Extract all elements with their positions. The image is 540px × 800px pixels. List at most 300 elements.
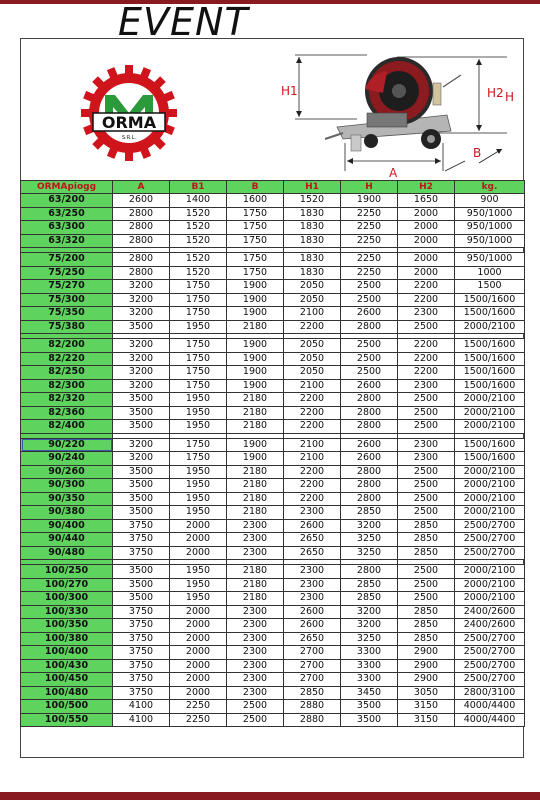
value-cell: 2900 [398, 659, 455, 673]
value-cell: 2650 [284, 546, 341, 560]
model-cell: 100/450 [21, 673, 113, 687]
value-cell: 3300 [341, 646, 398, 660]
value-cell: 2700 [284, 673, 341, 687]
value-cell: 2300 [398, 379, 455, 393]
value-cell: 3500 [113, 420, 170, 434]
value-cell: 3200 [113, 366, 170, 380]
table-row [21, 366, 525, 380]
value-cell: 1750 [170, 452, 227, 466]
value-cell: 3500 [113, 406, 170, 420]
table-row [21, 234, 525, 248]
value-cell: 3750 [113, 659, 170, 673]
value-cell: 2900 [398, 673, 455, 687]
value-cell: 2800/3100 [455, 686, 525, 700]
value-cell: 1950 [170, 393, 227, 407]
value-cell: 3500 [113, 479, 170, 493]
value-cell: 2050 [284, 352, 341, 366]
value-cell: 2200 [398, 293, 455, 307]
column-header: B [227, 181, 284, 194]
value-cell: 2500 [398, 320, 455, 334]
model-cell: 100/250 [21, 565, 113, 579]
value-cell: 1520 [170, 266, 227, 280]
table-row [21, 194, 525, 208]
value-cell: 3750 [113, 686, 170, 700]
value-cell: 3500 [113, 565, 170, 579]
value-cell: 2200 [284, 320, 341, 334]
value-cell: 2250 [341, 207, 398, 221]
table-row [21, 465, 525, 479]
value-cell: 2200 [398, 366, 455, 380]
value-cell: 2600 [341, 438, 398, 452]
table-row [21, 659, 525, 673]
model-cell: 90/400 [21, 519, 113, 533]
model-cell: 100/330 [21, 605, 113, 619]
column-header: A [113, 181, 170, 194]
value-cell: 2200 [284, 492, 341, 506]
value-cell: 3500 [113, 506, 170, 520]
table-row [21, 266, 525, 280]
column-header: ORMApiogg [21, 181, 113, 194]
value-cell: 1750 [170, 293, 227, 307]
value-cell: 2700 [284, 646, 341, 660]
value-cell: 2000/2100 [455, 565, 525, 579]
value-cell: 2800 [113, 234, 170, 248]
value-cell: 2300 [398, 452, 455, 466]
value-cell: 2500 [398, 406, 455, 420]
value-cell: 2500 [341, 339, 398, 353]
column-header: H [341, 181, 398, 194]
value-cell: 2300 [227, 632, 284, 646]
value-cell: 3200 [113, 307, 170, 321]
value-cell: 3050 [398, 686, 455, 700]
value-cell: 1950 [170, 578, 227, 592]
value-cell: 3150 [398, 713, 455, 727]
table-row [21, 221, 525, 235]
value-cell: 1830 [284, 253, 341, 267]
value-cell: 2500 [398, 420, 455, 434]
value-cell: 3500 [113, 465, 170, 479]
model-cell: 82/250 [21, 366, 113, 380]
table-row [21, 578, 525, 592]
value-cell: 2500/2700 [455, 632, 525, 646]
value-cell: 2300 [284, 506, 341, 520]
value-cell: 2500 [341, 352, 398, 366]
value-cell: 900 [455, 194, 525, 208]
value-cell: 2500 [341, 293, 398, 307]
value-cell: 2000 [398, 221, 455, 235]
value-cell: 2850 [341, 578, 398, 592]
value-cell: 3500 [113, 320, 170, 334]
value-cell: 1750 [170, 379, 227, 393]
value-cell: 1750 [170, 307, 227, 321]
value-cell: 2000 [398, 253, 455, 267]
value-cell: 2500/2700 [455, 546, 525, 560]
value-cell: 3750 [113, 605, 170, 619]
value-cell: 4000/4400 [455, 700, 525, 714]
table-row [21, 673, 525, 687]
value-cell: 2500 [341, 366, 398, 380]
table-row [21, 492, 525, 506]
value-cell: 3300 [341, 659, 398, 673]
value-cell: 2300 [227, 533, 284, 547]
value-cell: 1900 [227, 293, 284, 307]
table-row [21, 479, 525, 493]
value-cell: 3250 [341, 546, 398, 560]
label-h: H [505, 90, 515, 104]
label-h2: H2 [487, 86, 504, 100]
value-cell: 3200 [113, 293, 170, 307]
value-cell: 2500 [227, 713, 284, 727]
model-cell: 90/260 [21, 465, 113, 479]
model-cell: 75/380 [21, 320, 113, 334]
value-cell: 2180 [227, 420, 284, 434]
model-cell: 90/220 [21, 438, 113, 452]
value-cell: 1520 [170, 221, 227, 235]
value-cell: 2250 [170, 713, 227, 727]
model-cell: 100/350 [21, 619, 113, 633]
value-cell: 2400/2600 [455, 605, 525, 619]
value-cell: 2400/2600 [455, 619, 525, 633]
value-cell: 2850 [398, 546, 455, 560]
value-cell: 2200 [398, 339, 455, 353]
label-h1: H1 [281, 84, 298, 98]
value-cell: 2000/2100 [455, 420, 525, 434]
value-cell: 2850 [284, 686, 341, 700]
value-cell: 2500 [398, 465, 455, 479]
value-cell: 1830 [284, 207, 341, 221]
value-cell: 3750 [113, 533, 170, 547]
value-cell: 2100 [284, 438, 341, 452]
logo-subtext: S.R.L. [121, 135, 137, 141]
value-cell: 1750 [170, 438, 227, 452]
value-cell: 2300 [284, 592, 341, 606]
value-cell: 2000/2100 [455, 406, 525, 420]
value-cell: 2500/2700 [455, 659, 525, 673]
value-cell: 2000/2100 [455, 592, 525, 606]
value-cell: 2850 [398, 619, 455, 633]
value-cell: 2300 [227, 673, 284, 687]
table-row [21, 293, 525, 307]
value-cell: 2500 [398, 578, 455, 592]
value-cell: 2200 [398, 352, 455, 366]
table-row [21, 700, 525, 714]
model-cell: 90/300 [21, 479, 113, 493]
value-cell: 2300 [227, 546, 284, 560]
table-header-row [21, 181, 525, 194]
value-cell: 2300 [227, 619, 284, 633]
label-b: B [473, 146, 482, 160]
value-cell: 2700 [284, 659, 341, 673]
value-cell: 1650 [398, 194, 455, 208]
value-cell: 3500 [113, 492, 170, 506]
value-cell: 1750 [227, 253, 284, 267]
value-cell: 2000 [170, 619, 227, 633]
value-cell: 1900 [341, 194, 398, 208]
value-cell: 2500/2700 [455, 533, 525, 547]
value-cell: 2500 [398, 393, 455, 407]
model-cell: 63/300 [21, 221, 113, 235]
value-cell: 3300 [341, 673, 398, 687]
model-cell: 100/380 [21, 632, 113, 646]
hose-reel-machine-icon [325, 57, 461, 151]
value-cell: 1900 [227, 438, 284, 452]
value-cell: 1520 [170, 234, 227, 248]
value-cell: 2800 [341, 565, 398, 579]
value-cell: 3200 [113, 352, 170, 366]
value-cell: 2180 [227, 320, 284, 334]
value-cell: 1900 [227, 339, 284, 353]
table-row [21, 452, 525, 466]
value-cell: 1900 [227, 352, 284, 366]
value-cell: 1950 [170, 492, 227, 506]
value-cell: 2800 [113, 266, 170, 280]
value-cell: 1520 [170, 253, 227, 267]
value-cell: 1400 [170, 194, 227, 208]
model-cell: 100/550 [21, 713, 113, 727]
value-cell: 2180 [227, 578, 284, 592]
value-cell: 1750 [170, 366, 227, 380]
table-row [21, 605, 525, 619]
value-cell: 1950 [170, 479, 227, 493]
value-cell: 1750 [227, 207, 284, 221]
value-cell: 2880 [284, 713, 341, 727]
table-row [21, 207, 525, 221]
value-cell: 1500 [455, 280, 525, 294]
value-cell: 2100 [284, 379, 341, 393]
top-border-bar [0, 0, 540, 4]
value-cell: 2600 [341, 379, 398, 393]
value-cell: 2200 [284, 465, 341, 479]
value-cell: 3750 [113, 673, 170, 687]
value-cell: 2500/2700 [455, 673, 525, 687]
value-cell: 3200 [113, 339, 170, 353]
model-cell: 100/270 [21, 578, 113, 592]
value-cell: 2050 [284, 339, 341, 353]
value-cell: 3500 [341, 713, 398, 727]
value-cell: 1900 [227, 366, 284, 380]
value-cell: 2000/2100 [455, 393, 525, 407]
value-cell: 2180 [227, 592, 284, 606]
value-cell: 1750 [227, 221, 284, 235]
value-cell: 2800 [341, 465, 398, 479]
model-cell: 75/200 [21, 253, 113, 267]
value-cell: 2650 [284, 632, 341, 646]
value-cell: 1750 [227, 234, 284, 248]
model-cell: 90/350 [21, 492, 113, 506]
column-header: kg. [455, 181, 525, 194]
value-cell: 2180 [227, 406, 284, 420]
value-cell: 1750 [170, 280, 227, 294]
model-cell: 75/300 [21, 293, 113, 307]
model-cell: 75/270 [21, 280, 113, 294]
value-cell: 1500/1600 [455, 438, 525, 452]
table-row [21, 280, 525, 294]
value-cell: 2200 [284, 420, 341, 434]
value-cell: 3200 [113, 379, 170, 393]
value-cell: 950/1000 [455, 234, 525, 248]
value-cell: 2800 [113, 253, 170, 267]
table-row [21, 519, 525, 533]
value-cell: 2000 [170, 659, 227, 673]
value-cell: 2000/2100 [455, 578, 525, 592]
value-cell: 2800 [341, 420, 398, 434]
value-cell: 3450 [341, 686, 398, 700]
table-row [21, 352, 525, 366]
value-cell: 2600 [341, 452, 398, 466]
value-cell: 1900 [227, 280, 284, 294]
value-cell: 2000 [170, 673, 227, 687]
value-cell: 3200 [113, 280, 170, 294]
value-cell: 950/1000 [455, 207, 525, 221]
value-cell: 2000 [170, 546, 227, 560]
value-cell: 3500 [113, 592, 170, 606]
value-cell: 2800 [341, 492, 398, 506]
table-row [21, 592, 525, 606]
value-cell: 2000/2100 [455, 479, 525, 493]
model-cell: 82/360 [21, 406, 113, 420]
table-row [21, 420, 525, 434]
model-cell: 82/320 [21, 393, 113, 407]
table-row [21, 619, 525, 633]
table-row [21, 406, 525, 420]
value-cell: 2800 [341, 479, 398, 493]
value-cell: 2000 [170, 533, 227, 547]
model-cell: 75/250 [21, 266, 113, 280]
value-cell: 2300 [284, 578, 341, 592]
model-cell: 82/200 [21, 339, 113, 353]
table-row [21, 339, 525, 353]
value-cell: 2600 [284, 605, 341, 619]
value-cell: 2250 [341, 266, 398, 280]
value-cell: 2500 [398, 506, 455, 520]
value-cell: 2300 [227, 646, 284, 660]
value-cell: 2850 [398, 533, 455, 547]
table-row [21, 379, 525, 393]
value-cell: 1900 [227, 452, 284, 466]
column-header: H2 [398, 181, 455, 194]
value-cell: 950/1000 [455, 221, 525, 235]
value-cell: 1830 [284, 266, 341, 280]
value-cell: 3500 [113, 578, 170, 592]
model-cell: 90/380 [21, 506, 113, 520]
value-cell: 1950 [170, 565, 227, 579]
value-cell: 3750 [113, 632, 170, 646]
value-cell: 2000 [170, 519, 227, 533]
value-cell: 2850 [398, 519, 455, 533]
value-cell: 2850 [341, 592, 398, 606]
value-cell: 2180 [227, 393, 284, 407]
value-cell: 1830 [284, 221, 341, 235]
value-cell: 2800 [341, 320, 398, 334]
model-cell: 75/350 [21, 307, 113, 321]
value-cell: 2180 [227, 565, 284, 579]
value-cell: 3750 [113, 646, 170, 660]
value-cell: 2300 [227, 519, 284, 533]
value-cell: 3750 [113, 546, 170, 560]
value-cell: 2180 [227, 479, 284, 493]
value-cell: 1830 [284, 234, 341, 248]
value-cell: 2000/2100 [455, 492, 525, 506]
value-cell: 2200 [284, 393, 341, 407]
value-cell: 2300 [398, 307, 455, 321]
value-cell: 2800 [341, 406, 398, 420]
value-cell: 3150 [398, 700, 455, 714]
value-cell: 1950 [170, 465, 227, 479]
value-cell: 2000/2100 [455, 320, 525, 334]
table-row [21, 546, 525, 560]
value-cell: 2500 [398, 592, 455, 606]
value-cell: 2850 [341, 506, 398, 520]
table-row [21, 253, 525, 267]
value-cell: 2800 [341, 393, 398, 407]
value-cell: 2000 [398, 234, 455, 248]
value-cell: 2800 [113, 221, 170, 235]
table-row [21, 438, 525, 452]
table-row [21, 533, 525, 547]
table-row [21, 320, 525, 334]
value-cell: 2500 [398, 565, 455, 579]
value-cell: 2000/2100 [455, 506, 525, 520]
value-cell: 1950 [170, 506, 227, 520]
header-area [21, 39, 523, 180]
value-cell: 1900 [227, 379, 284, 393]
label-a: A [389, 166, 398, 179]
value-cell: 2300 [284, 565, 341, 579]
page-title: EVENT [118, 0, 249, 44]
value-cell: 2850 [398, 632, 455, 646]
model-cell: 63/250 [21, 207, 113, 221]
value-cell: 1950 [170, 320, 227, 334]
value-cell: 2000 [170, 686, 227, 700]
value-cell: 2250 [341, 253, 398, 267]
value-cell: 2300 [227, 659, 284, 673]
value-cell: 2000 [398, 266, 455, 280]
column-header: H1 [284, 181, 341, 194]
model-cell: 90/440 [21, 533, 113, 547]
value-cell: 2250 [341, 234, 398, 248]
value-cell: 1500/1600 [455, 379, 525, 393]
value-cell: 2000/2100 [455, 465, 525, 479]
value-cell: 1950 [170, 420, 227, 434]
value-cell: 2200 [398, 280, 455, 294]
table-row [21, 686, 525, 700]
value-cell: 4100 [113, 713, 170, 727]
value-cell: 950/1000 [455, 253, 525, 267]
value-cell: 1500/1600 [455, 339, 525, 353]
model-cell: 90/240 [21, 452, 113, 466]
model-cell: 63/320 [21, 234, 113, 248]
value-cell: 3500 [341, 700, 398, 714]
table-row [21, 713, 525, 727]
value-cell: 1950 [170, 406, 227, 420]
value-cell: 1950 [170, 592, 227, 606]
value-cell: 1500/1600 [455, 293, 525, 307]
value-cell: 2300 [227, 686, 284, 700]
value-cell: 1500/1600 [455, 366, 525, 380]
value-cell: 4100 [113, 700, 170, 714]
value-cell: 1500/1600 [455, 452, 525, 466]
value-cell: 2500 [398, 492, 455, 506]
table-row [21, 565, 525, 579]
value-cell: 1500/1600 [455, 307, 525, 321]
value-cell: 3500 [113, 393, 170, 407]
value-cell: 2600 [341, 307, 398, 321]
value-cell: 2800 [113, 207, 170, 221]
machine-dimension-diagram [247, 43, 517, 179]
value-cell: 2500 [341, 280, 398, 294]
column-header: B1 [170, 181, 227, 194]
model-cell: 82/400 [21, 420, 113, 434]
